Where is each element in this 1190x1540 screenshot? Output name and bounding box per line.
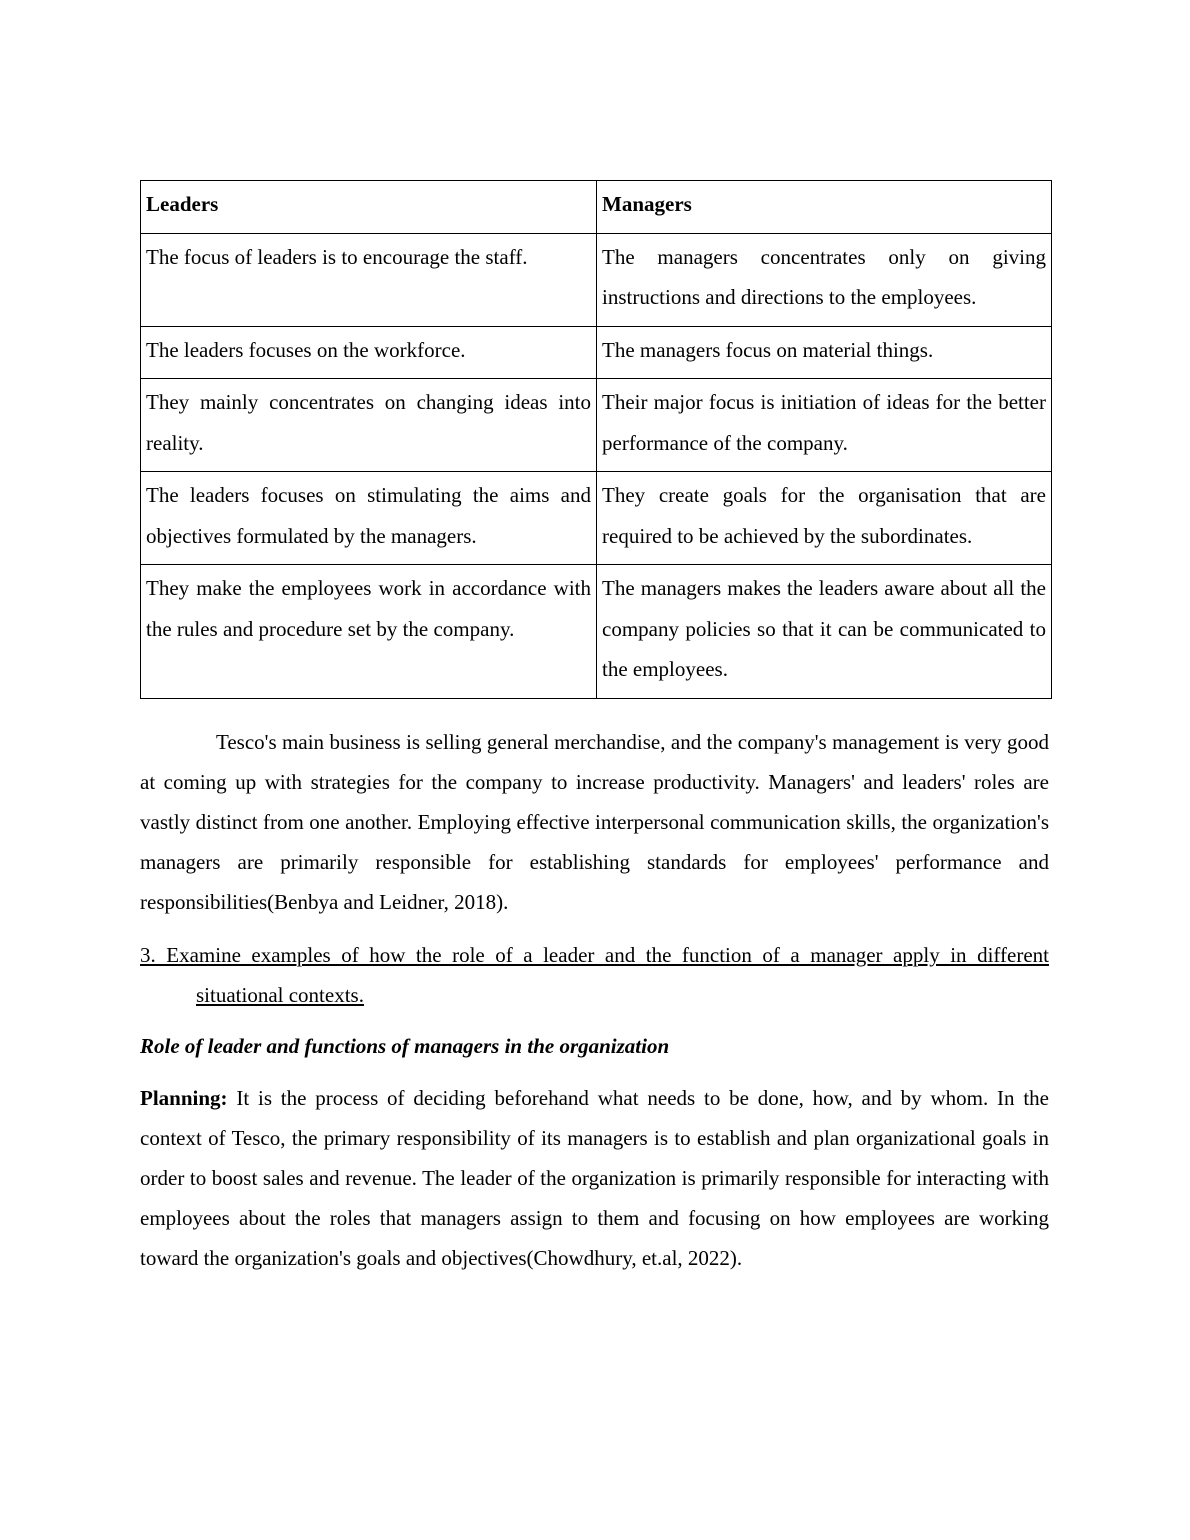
table-row <box>141 472 1052 565</box>
body-paragraph-tesco <box>140 722 1049 922</box>
header-leaders: Leaders <box>141 181 597 234</box>
table-header-row <box>141 181 1052 234</box>
managers-cell: They create goals for the organisation that are required to be achieved by the subordinates. <box>597 472 1052 565</box>
table-row <box>141 565 1052 699</box>
table-row <box>141 233 1052 326</box>
header-managers: Managers <box>597 181 1052 234</box>
managers-cell: The managers concentrates only on giving instructions and directions to the employees. <box>597 233 1052 326</box>
leaders-cell: They mainly concentrates on changing ideas into reality. <box>141 379 597 472</box>
table-row <box>141 379 1052 472</box>
subheading: Role of leader and functions of managers in the organization <box>140 1034 670 1058</box>
paragraph-text: It is the process of deciding beforehand what needs to be done, how, and by whom. In the context of Tesco, the primary responsibility of its managers is to establish and plan organizational goals in order to boost sales and revenue. The leader of the organization is primarily responsible for interacting with employees about the roles that managers assign to them and focusing on how employees are working toward the organization's goals and objectives(Chowdhury, et.al, 2022). <box>140 1086 1049 1270</box>
managers-cell: The managers makes the leaders aware about all the company policies so that it can be communicated to the employees. <box>597 565 1052 699</box>
section-question-heading <box>140 935 1049 1015</box>
leaders-cell: The leaders focuses on stimulating the aims and objectives formulated by the managers. <box>141 472 597 565</box>
leaders-cell: The focus of leaders is to encourage the staff. <box>141 233 597 326</box>
managers-cell: The managers focus on material things. <box>597 326 1052 379</box>
body-paragraph-planning <box>140 1078 1049 1278</box>
table-row <box>141 326 1052 379</box>
leaders-cell: They make the employees work in accordance with the rules and procedure set by the company. <box>141 565 597 699</box>
question-line-1: 3. Examine examples of how the role of a leader and the function of a manager apply in different <box>140 943 1049 967</box>
leaders-cell: The leaders focuses on the workforce. <box>141 326 597 379</box>
question-line-2: situational contexts. <box>196 983 364 1007</box>
managers-cell: Their major focus is initiation of ideas for the better performance of the company. <box>597 379 1052 472</box>
leaders-vs-managers-table <box>140 180 1052 699</box>
paragraph-text: Tesco's main business is selling general merchandise, and the company's management is very good at coming up with strategies for the company to increase productivity. Managers' and leaders' roles are vastly distinct from one another. Employing effective interpersonal communication skills, the organization's managers are primarily responsible for establishing standards for employees' performance and responsibilities(Benbya and Leidner, 2018). <box>140 730 1049 914</box>
planning-label: Planning: <box>140 1086 228 1110</box>
